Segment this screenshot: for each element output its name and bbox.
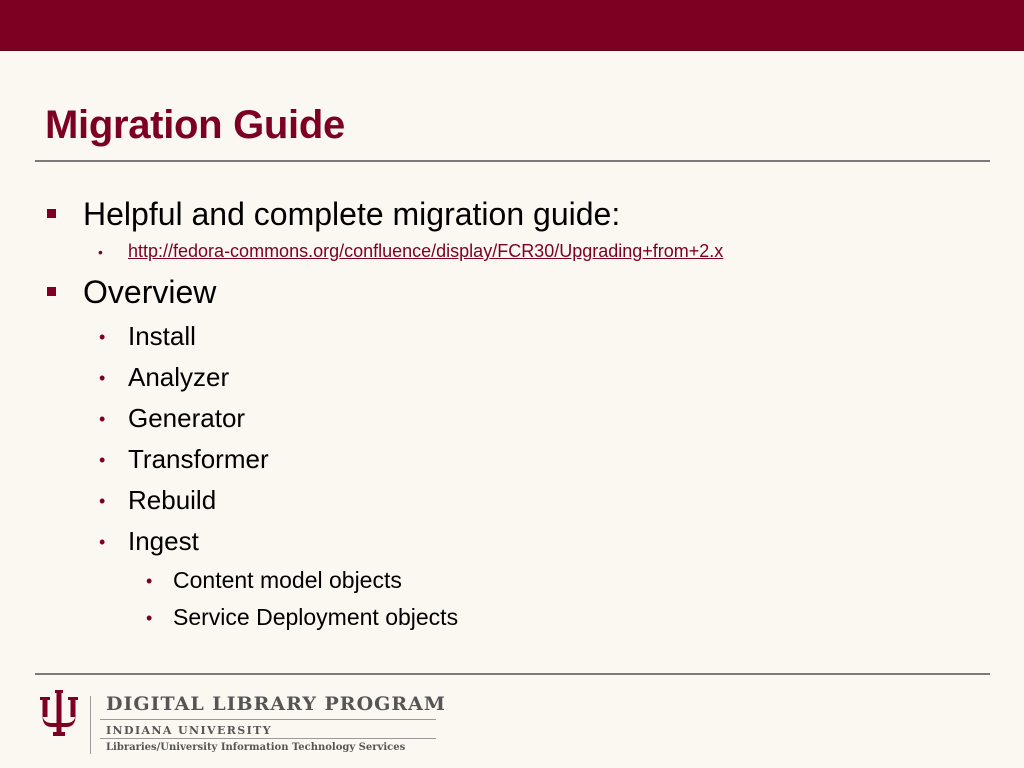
digital-library-program-logo (38, 688, 446, 758)
bullet-dot-icon: • (146, 608, 153, 628)
program-name: DIGITAL LIBRARY PROGRAM (106, 693, 446, 715)
bullet-level3-text: Service Deployment objects (173, 604, 459, 630)
footer-divider (35, 673, 990, 675)
bullet-dot-icon: • (146, 571, 153, 591)
bullet-dot-icon: • (98, 244, 103, 260)
slide-title: Migration Guide (45, 103, 345, 147)
bullet-dot-icon: • (99, 368, 106, 388)
bullet-dot-icon: • (99, 327, 106, 347)
migration-guide-link[interactable]: http://fedora-commons.org/confluence/display/FCR30/Upgrading+from+2.x (128, 241, 724, 261)
bullet-level3-text: Content model objects (173, 567, 402, 593)
department-name: Libraries/University Information Technology Services (106, 742, 406, 753)
bullet-dot-icon: • (99, 491, 106, 511)
bullet-level2-text: Analyzer (128, 362, 230, 392)
logo-vertical-divider (90, 696, 91, 754)
iu-trident-icon (40, 690, 78, 740)
logo-rule (100, 738, 436, 739)
header-bar (0, 0, 1024, 51)
bullet-level2-text: Rebuild (128, 485, 217, 515)
bullet-level1-text: Helpful and complete migration guide: (83, 196, 621, 232)
title-divider (35, 160, 990, 162)
bullet-level2-text: Transformer (128, 444, 269, 474)
bullet-level2-text: Generator (128, 403, 246, 433)
bullet-dot-icon: • (99, 450, 106, 470)
logo-rule (100, 719, 436, 720)
square-bullet-icon (47, 287, 56, 296)
bullet-level2-text: Install (128, 321, 196, 351)
square-bullet-icon (47, 209, 56, 218)
bullet-dot-icon: • (99, 532, 106, 552)
bullet-dot-icon: • (99, 409, 106, 429)
university-name: INDIANA UNIVERSITY (106, 724, 273, 737)
bullet-level1-text: Overview (83, 274, 217, 310)
bullet-level2-text: Ingest (128, 526, 199, 556)
